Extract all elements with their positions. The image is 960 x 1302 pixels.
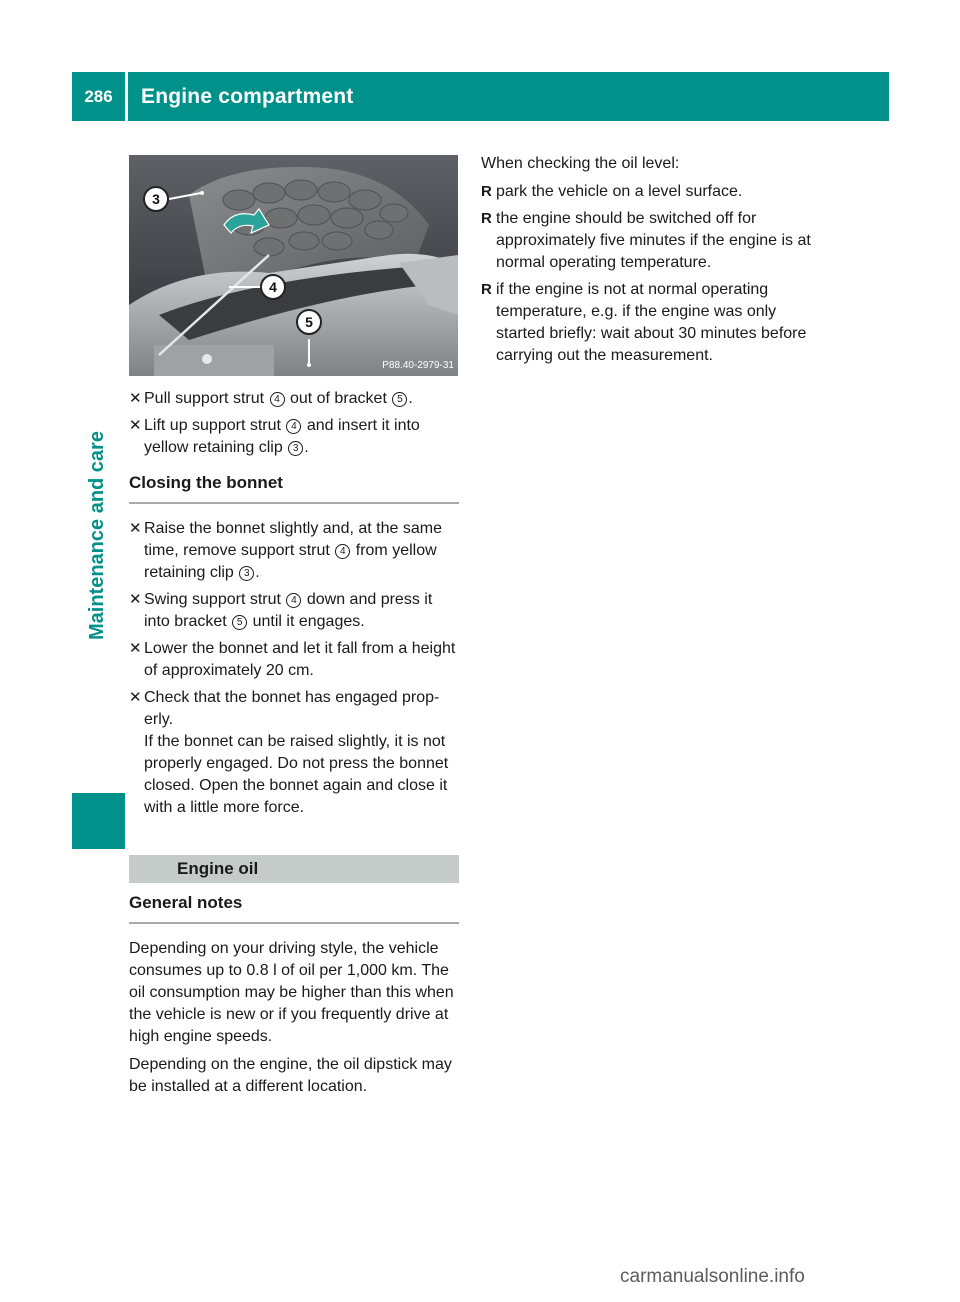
ref-4: 4 [286, 419, 301, 434]
list-item: R the engine should be switched off for approximately five minutes if the engine is at normal operating temperature. [481, 210, 811, 271]
x-mark-icon: ✕ [129, 417, 142, 434]
left-column [129, 388, 459, 1098]
list-item: R park the vehicle on a level surface. [481, 181, 811, 203]
r-bullet-icon: R [481, 210, 492, 227]
figure-code: P88.40-2979-31 [382, 360, 454, 371]
step-item: ✕ Pull support strut 4 out of bracket 5 . [129, 388, 459, 410]
ref-4: 4 [286, 593, 301, 608]
ref-4: 4 [335, 544, 350, 559]
closing-steps [129, 518, 459, 819]
callout-3: 3 [152, 191, 160, 207]
right-column [481, 153, 811, 372]
x-mark-icon: ✕ [129, 689, 142, 706]
ref-4: 4 [270, 392, 285, 407]
callout-4: 4 [269, 279, 277, 295]
step-item: ✕ Lower the bonnet and let it fall from a height of approximately 20 cm. [129, 640, 456, 679]
ref-5: 5 [392, 392, 407, 407]
step-note: If the bonnet can be raised slightly, it is not properly engaged. Do not press the bonnet closed. Open the bonnet again and close it with a little more force. [144, 733, 449, 816]
ref-3: 3 [288, 441, 303, 456]
step-item: ✕ Swing support strut 4 down and press it into bracket 5 until it engages. [129, 591, 433, 630]
step-item: ✕ Lift up support strut 4 and insert it into yellow retaining clip 3 . [129, 417, 420, 456]
oil-consumption-paragraph: Depending on your driving style, the vehicle consumes up to 0.8 l of oil per 1,000 km. The oil consumption may be higher than this when the vehicle is new or if you frequently drive at high engine speeds. [129, 940, 454, 1045]
dipstick-paragraph: Depending on the engine, the oil dipstick may be installed at a different location. [129, 1056, 452, 1095]
side-tab-label: Maintenance and care [86, 431, 108, 640]
oil-level-list [481, 181, 811, 367]
bonnet-strut-illustration [129, 155, 458, 376]
oil-level-intro: When checking the oil level: [481, 155, 680, 172]
callout-5: 5 [305, 314, 313, 330]
x-mark-icon: ✕ [129, 640, 142, 657]
watermark: carmanualsonline.info [620, 1266, 805, 1287]
x-mark-icon: ✕ [129, 390, 142, 407]
step-item: ✕ Raise the bonnet slightly and, at the same time, remove support strut 4 from yellow retaining clip 3 . [129, 520, 442, 581]
x-mark-icon: ✕ [129, 520, 142, 537]
r-bullet-icon: R [481, 281, 492, 298]
r-bullet-icon: R [481, 183, 492, 200]
page-title: Engine compartment [141, 84, 354, 108]
ref-3: 3 [239, 566, 254, 581]
side-tab-marker [72, 793, 125, 849]
section-title-engine-oil: Engine oil [129, 855, 459, 883]
list-item: R if the engine is not at normal operating temperature, e.g. if the engine was only started briefly: wait about 30 minutes before carrying out the measurement. [481, 281, 807, 364]
step-item: ✕ Check that the bonnet has engaged prop-erly. If the bonnet can be raised slightly, it is not properly engaged. Do not press the bonnet closed. Open the bonnet again and close it with a little more force. [129, 687, 459, 819]
closing-heading: Closing the bonnet [129, 473, 459, 504]
x-mark-icon: ✕ [129, 591, 142, 608]
opening-steps [129, 388, 459, 459]
general-notes-heading: General notes [129, 893, 459, 924]
page-number: 286 [72, 72, 128, 121]
ref-5: 5 [232, 615, 247, 630]
header-bar [72, 72, 889, 121]
